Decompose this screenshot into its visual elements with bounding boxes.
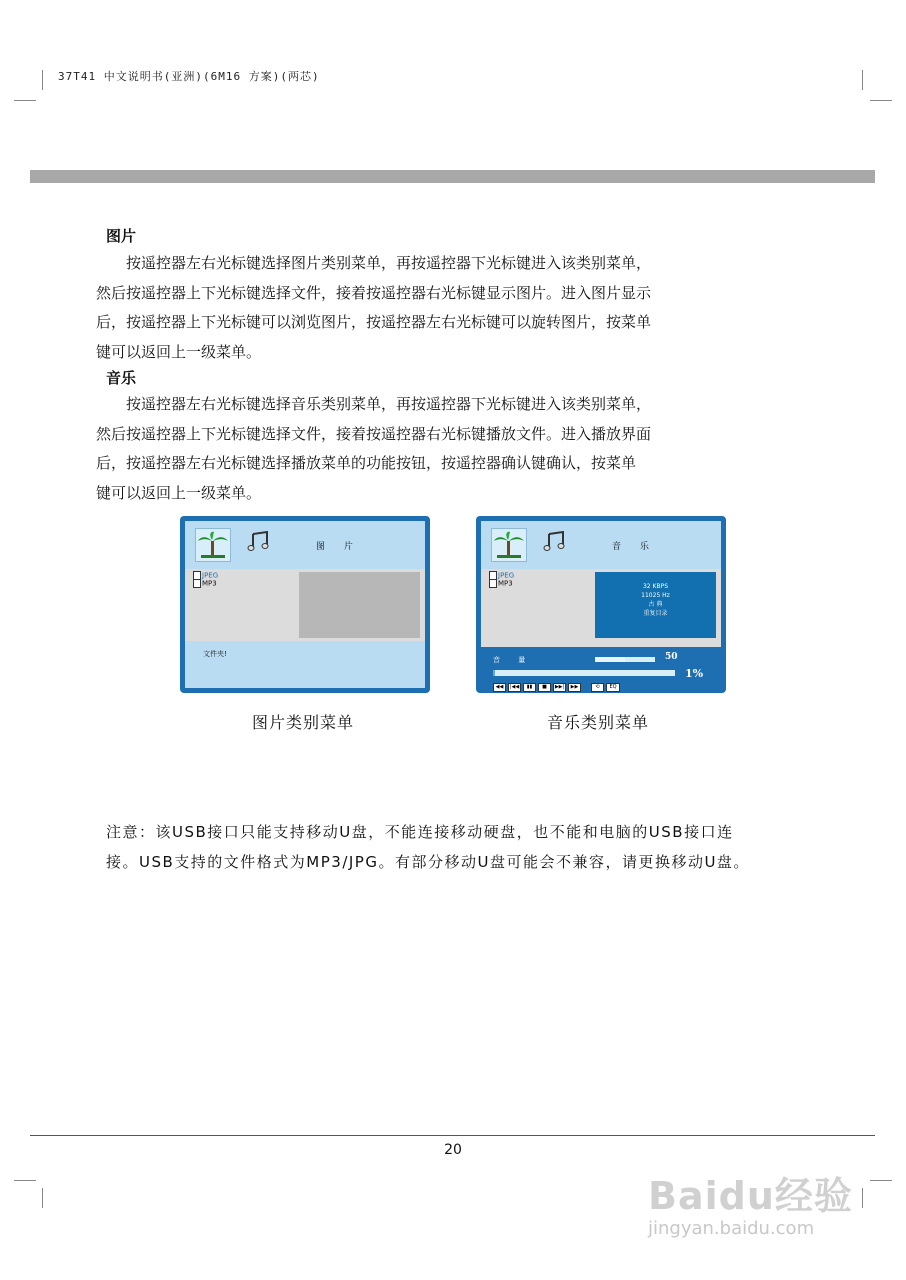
body-line: 按遥控器左右光标键选择音乐类别菜单，再按遥控器下光标键进入该类别菜单， xyxy=(126,395,652,413)
caption-music-menu: 音乐类别菜单 xyxy=(547,713,650,732)
progress-bar[interactable] xyxy=(493,670,675,676)
section-body-picture xyxy=(96,249,796,367)
section-title-picture: 图片 xyxy=(106,227,137,245)
crop-mark xyxy=(42,1188,43,1208)
screen-topbar xyxy=(185,521,425,569)
image-preview-area xyxy=(299,572,420,638)
music-menu-screen xyxy=(476,516,726,693)
stop-button[interactable]: ■ xyxy=(538,683,551,692)
palm-tree-icon xyxy=(491,528,527,562)
crop-mark xyxy=(42,70,43,90)
notice-line: 接。USB支持的文件格式为MP3/JPG。有部分移动U盘可能会不兼容，请更换移动U盘。 xyxy=(106,853,750,871)
file-name: MP3 xyxy=(202,579,217,588)
page-number: 20 xyxy=(444,1142,462,1158)
body-line: 后，按遥控器左右光标键选择播放菜单的功能按钮，按遥控器确认键确认，按菜单 xyxy=(96,454,637,472)
file-icon xyxy=(489,579,497,588)
body-line: 后，按遥控器上下光标键可以浏览图片，按遥控器左右光标键可以旋转图片，按菜单 xyxy=(96,313,652,331)
music-note-icon xyxy=(543,531,567,557)
section-title-music: 音乐 xyxy=(106,369,137,387)
baidu-watermark-logo: Baidu经验 xyxy=(648,1174,853,1218)
crop-mark xyxy=(14,1180,36,1181)
track-info-box xyxy=(595,572,716,638)
pause-button[interactable]: ▮▮ xyxy=(523,683,536,692)
info-repeat-mode: 重复目录 xyxy=(643,610,668,617)
body-line: 键可以返回上一级菜单。 xyxy=(96,483,262,502)
picture-menu-screen xyxy=(180,516,430,693)
volume-value: 50 xyxy=(665,652,678,662)
baidu-watermark-url: jingyan.baidu.com xyxy=(648,1218,815,1239)
caption-picture-menu: 图片类别菜单 xyxy=(252,713,355,732)
crop-mark xyxy=(870,1180,892,1181)
file-name: MP3 xyxy=(498,579,513,588)
document-header: 37T41 中文说明书(亚洲)(6M16 方案)(两芯) xyxy=(58,70,320,83)
repeat-button[interactable]: ⟲ xyxy=(591,683,604,692)
file-list-pane xyxy=(481,569,721,647)
info-bitrate: 32 KBPS xyxy=(642,583,669,590)
fast-forward-button[interactable]: ▶▶ xyxy=(568,683,581,692)
body-line: 按遥控器左右光标键选择图片类别菜单，再按遥控器下光标键进入该类别菜单， xyxy=(126,254,652,272)
screen-title: 音 乐 xyxy=(612,542,657,552)
info-genre: 古 典 xyxy=(648,601,663,608)
crop-mark xyxy=(862,70,863,90)
crop-mark xyxy=(14,100,36,101)
control-gap xyxy=(583,683,589,692)
volume-slider[interactable] xyxy=(595,657,655,662)
crop-mark xyxy=(862,1188,863,1208)
next-button[interactable]: ▶▶| xyxy=(554,684,565,690)
file-name: JPEG xyxy=(202,571,219,580)
crop-mark xyxy=(870,100,892,101)
volume-fill xyxy=(595,657,625,662)
previous-button[interactable]: |◀◀ xyxy=(509,684,520,690)
header-divider-bar xyxy=(30,170,875,183)
screen-topbar xyxy=(481,521,721,569)
usb-notice xyxy=(106,817,826,877)
palm-tree-icon xyxy=(195,528,231,562)
body-line: 键可以返回上一级菜单。 xyxy=(96,342,262,361)
eq-button[interactable]: EQ xyxy=(606,683,620,692)
notice-line: 注意：该USB接口只能支持移动U盘，不能连接移动硬盘，也不能和电脑的USB接口连 xyxy=(106,823,734,841)
rewind-button[interactable]: ◀◀ xyxy=(493,683,506,692)
file-name: JPEG xyxy=(498,571,515,580)
file-item[interactable] xyxy=(193,579,217,588)
file-item[interactable] xyxy=(489,579,513,588)
file-icon xyxy=(193,579,201,588)
progress-fill xyxy=(493,670,495,676)
info-samplerate: 11025 Hz xyxy=(641,592,670,599)
file-list-pane xyxy=(185,569,425,641)
folder-label: 文件夹! xyxy=(203,650,227,658)
playback-panel xyxy=(481,647,721,688)
music-note-icon xyxy=(247,531,271,557)
screen-title: 图 片 xyxy=(316,542,361,552)
section-body-music xyxy=(96,390,796,508)
volume-label: 音 量 xyxy=(493,656,534,664)
body-line: 然后按遥控器上下光标键选择文件，接着按遥控器右光标键播放文件。进入播放界面 xyxy=(96,424,652,443)
playback-controls xyxy=(493,683,620,692)
footer-divider xyxy=(30,1135,875,1136)
body-line: 然后按遥控器上下光标键选择文件，接着按遥控器右光标键显示图片。进入图片显示 xyxy=(96,283,652,302)
progress-value: 1% xyxy=(685,667,704,680)
